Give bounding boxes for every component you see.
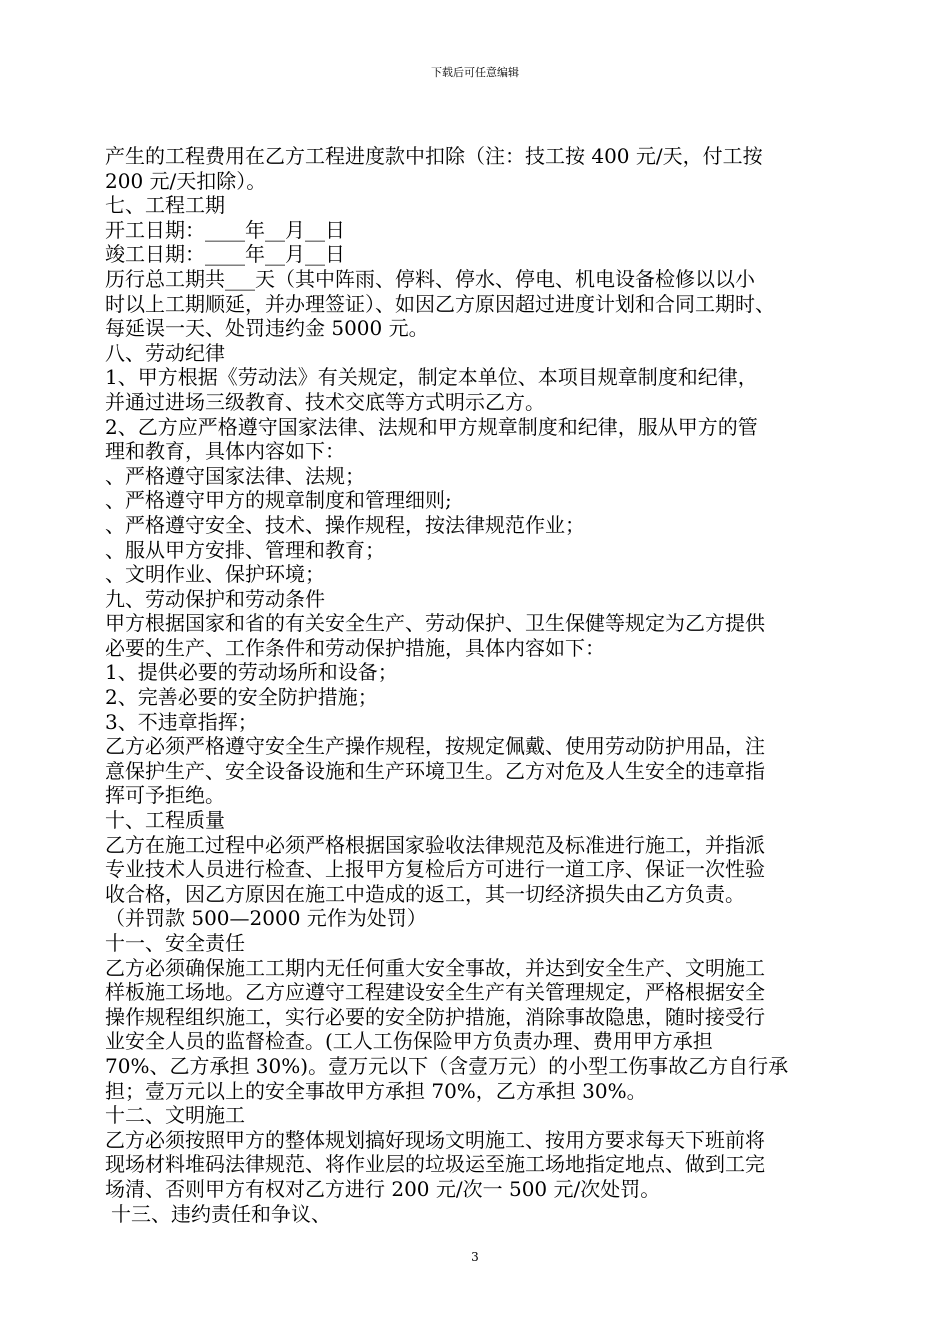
body-line: 现场材料堆码法律规范、将作业层的垃圾运至施工场地指定地点、做到工完 xyxy=(105,1152,765,1177)
body-line: 并通过进场三级教育、技术交底等方式明示乙方。 xyxy=(105,389,545,414)
body-line: （并罚款 500—2000 元作为处罚） xyxy=(105,906,427,931)
section-heading: 十三、违约责任和争议、 xyxy=(111,1201,331,1226)
body-line: 乙方必须严格遵守安全生产操作规程，按规定佩戴、使用劳动防护用品，注 xyxy=(105,734,765,759)
section-heading: 九、劳动保护和劳动条件 xyxy=(105,586,325,611)
body-line: 产生的工程费用在乙方工程进度款中扣除（注：技工按 400 元/天，付工按 xyxy=(105,144,763,168)
list-item: 、严格遵守安全、技术、操作规程，按法律规范作业； xyxy=(105,512,585,537)
list-item: 、服从甲方安排、管理和教育； xyxy=(105,537,385,562)
body-line: 历行总工期共___天（其中阵雨、停料、停水、停电、机电设备检修以以小 xyxy=(105,266,755,291)
body-line: 乙方在施工过程中必须严格根据国家验收法律规范及标准进行施工，并指派 xyxy=(105,832,765,857)
body-line: 1、甲方根据《劳动法》有关规定，制定本单位、本项目规章制度和纪律， xyxy=(105,365,758,390)
body-line: 样板施工场地。乙方应遵守工程建设安全生产有关管理规定，严格根据安全 xyxy=(105,980,765,1005)
list-item: 2、完善必要的安全防护措施； xyxy=(105,685,378,710)
body-line: 收合格，因乙方原因在施工中造成的返工，其一切经济损失由乙方负责。 xyxy=(105,881,745,906)
body-line: 专业技术人员进行检查、上报甲方复检后方可进行一道工序、保证一次性验 xyxy=(105,857,765,882)
body-line: 2、乙方应严格遵守国家法律、法规和甲方规章制度和纪律，服从甲方的管 xyxy=(105,414,758,439)
body-line: 时以上工期顺延，并办理签证）、如因乙方原因超过进度计划和合同工期时、 xyxy=(105,291,775,316)
body-line: 乙方必须确保施工工期内无任何重大安全事故，并达到安全生产、文明施工 xyxy=(105,955,765,980)
body-line: 200 元/天扣除）。 xyxy=(105,168,267,193)
end-date-line: 竣工日期：____年__月__日 xyxy=(105,242,345,267)
body-line: 意保护生产、安全设备设施和生产环境卫生。乙方对危及人生安全的违章指 xyxy=(105,758,765,783)
body-line: 担；壹万元以上的安全事故甲方承担 70%，乙方承担 30%。 xyxy=(105,1078,647,1103)
list-item: 、文明作业、保护环境； xyxy=(105,562,325,587)
body-line: 乙方必须按照甲方的整体规划搞好现场文明施工、按用方要求每天下班前将 xyxy=(105,1127,765,1152)
list-item: 3、不违章指挥； xyxy=(105,709,258,734)
section-heading: 十、工程质量 xyxy=(105,808,225,833)
list-item: 、严格遵守国家法律、法规； xyxy=(105,463,365,488)
body-line: 挥可予拒绝。 xyxy=(105,783,225,808)
page-number: 3 xyxy=(471,1250,479,1264)
body-line: 每延误一天、处罚违约金 5000 元。 xyxy=(105,316,429,341)
section-heading: 十二、文明施工 xyxy=(105,1103,245,1128)
document-body xyxy=(105,144,865,1226)
body-line: 理和教育，具体内容如下： xyxy=(105,439,345,464)
body-line: 甲方根据国家和省的有关安全生产、劳动保护、卫生保健等规定为乙方提供 xyxy=(105,611,765,636)
body-line: 业安全人员的监督检查。(工人工伤保险甲方负责办理、费用甲方承担 xyxy=(105,1029,713,1054)
body-line: 场清、否则甲方有权对乙方进行 200 元/次一 500 元/次处罚。 xyxy=(105,1176,661,1201)
section-heading: 八、劳动纪律 xyxy=(105,340,225,365)
list-item: 、严格遵守甲方的规章制度和管理细则; xyxy=(105,488,452,513)
body-line: 操作规程组织施工，实行必要的安全防护措施，消除事故隐患，随时接受行 xyxy=(105,1004,765,1029)
page-header: 下载后可任意编辑 xyxy=(431,66,519,79)
start-date-line: 开工日期：____年__月__日 xyxy=(105,217,345,242)
body-line: 70%、乙方承担 30%)。壹万元以下（含壹万元）的小型工伤事故乙方自行承 xyxy=(105,1053,789,1078)
section-heading: 七、工程工期 xyxy=(105,193,225,218)
body-line: 必要的生产、工作条件和劳动保护措施，具体内容如下： xyxy=(105,635,605,660)
section-heading: 十一、安全责任 xyxy=(105,931,245,955)
list-item: 1、提供必要的劳动场所和设备； xyxy=(105,660,398,685)
